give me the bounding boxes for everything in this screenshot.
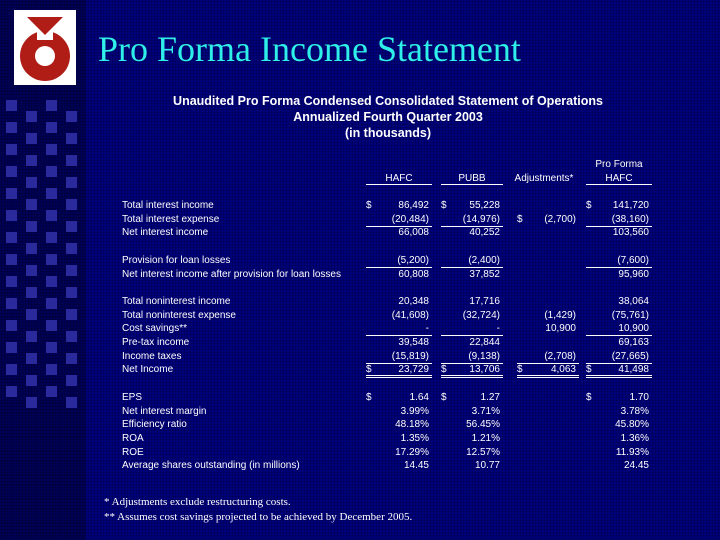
row-label: Total noninterest expense	[122, 309, 236, 321]
table-cell	[441, 447, 503, 459]
table-cell	[441, 364, 503, 378]
table-cell	[366, 323, 432, 336]
table-cell	[517, 447, 579, 459]
table-cell	[517, 351, 579, 364]
cell-value: 10,900	[545, 323, 576, 335]
column-header-hafc: HAFC	[366, 173, 432, 185]
cell-value: 66,008	[398, 227, 429, 239]
table-cell	[586, 323, 652, 336]
cell-value: 17.29%	[395, 446, 429, 458]
table-cell	[366, 241, 432, 253]
table-cell	[517, 392, 579, 404]
logo-graphic	[14, 10, 76, 85]
cell-value: (15,819)	[391, 350, 429, 362]
cell-value: 103,560	[612, 227, 649, 239]
cell-value: 86,492	[398, 200, 429, 211]
cell-value: 1.70	[629, 391, 649, 403]
cell-value: (2,400)	[468, 254, 500, 266]
table-row	[0, 392, 720, 405]
table-cell	[586, 406, 652, 418]
table-cell	[441, 419, 503, 431]
row-label: Pre-tax income	[122, 337, 190, 348]
table-cell	[586, 310, 652, 322]
currency-sign: $	[441, 364, 447, 376]
table-cell	[366, 351, 432, 364]
table-cell	[441, 255, 503, 268]
cell-value: (1,429)	[544, 309, 576, 321]
cell-value: (75,761)	[611, 309, 649, 321]
cell-value: 14.45	[403, 460, 429, 472]
table-row	[0, 406, 720, 419]
cell-value: 38,064	[618, 295, 649, 307]
table-cell	[517, 227, 579, 239]
table-cell	[517, 200, 579, 212]
subtitle-line-3: (in thousands)	[344, 126, 432, 140]
table-cell	[517, 337, 579, 349]
cell-value: 95,960	[618, 268, 649, 280]
table-cell	[366, 378, 432, 390]
table-cell	[517, 378, 579, 390]
footnote-cost-savings: ** Assumes cost savings projected to be achieved by December 2005.	[104, 511, 413, 523]
table-cell	[517, 433, 579, 445]
table-row	[0, 227, 720, 240]
table-cell	[586, 460, 652, 472]
subtitle-line-1: Unaudited Pro Forma Condensed Consolidated Statement of Operations	[173, 94, 603, 108]
cell-value: 39,548	[398, 337, 429, 348]
cell-value: 55,228	[469, 200, 500, 211]
table-cell	[366, 269, 432, 281]
table-cell	[586, 392, 652, 404]
cell-value: 12.57%	[466, 446, 500, 458]
cell-value: 1.64	[409, 391, 429, 403]
strip-square	[46, 122, 57, 133]
cell-value: (32,724)	[462, 309, 500, 321]
row-label: Average shares outstanding (in millions)	[122, 460, 300, 472]
table-cell	[366, 364, 432, 378]
row-label: Income taxes	[122, 350, 182, 362]
page-title: Pro Forma Income Statement	[98, 29, 521, 69]
cell-value: (7,600)	[617, 254, 649, 266]
column-header-proforma-hafc: HAFC	[586, 173, 652, 185]
cell-value: -	[496, 323, 500, 335]
table-cell	[366, 296, 432, 308]
table-cell	[586, 227, 652, 239]
cell-value: 60,808	[398, 268, 429, 280]
table-cell	[366, 419, 432, 431]
cell-value: (20,484)	[391, 213, 429, 225]
table-row	[0, 282, 720, 295]
strip-square	[66, 133, 77, 144]
cell-value: (14,976)	[462, 213, 500, 225]
table-cell	[441, 406, 503, 418]
table-cell	[366, 460, 432, 472]
row-label: EPS	[122, 391, 143, 403]
table-cell	[441, 296, 503, 308]
table-cell	[517, 255, 579, 267]
table-cell	[441, 227, 503, 239]
cell-value: 41,498	[618, 364, 649, 376]
row-label: Efficiency ratio	[122, 419, 187, 431]
table-cell	[441, 378, 503, 390]
table-cell	[366, 200, 432, 212]
strip-square	[46, 188, 57, 199]
strip-square	[46, 144, 57, 155]
strip-square	[6, 144, 17, 155]
subtitle-line-2: Annualized Fourth Quarter 2003	[293, 110, 483, 124]
cell-value: (2,700)	[544, 213, 576, 225]
table-cell	[366, 392, 432, 404]
table-row	[0, 323, 720, 336]
table-row	[0, 255, 720, 268]
cell-value: 10,900	[618, 323, 649, 335]
cell-value: (38,160)	[611, 213, 649, 225]
currency-sign: $	[586, 391, 592, 403]
cell-value: 20,348	[398, 295, 429, 307]
cell-value: 24.45	[623, 460, 649, 472]
table-row	[0, 269, 720, 282]
table-cell	[441, 351, 503, 364]
cell-value: 17,716	[469, 295, 500, 307]
footnote-adjustments: * Adjustments exclude restructuring costs.	[104, 496, 291, 508]
table-cell	[586, 447, 652, 459]
cell-value: (2,708)	[544, 350, 576, 362]
strip-square	[6, 100, 17, 111]
row-label: Net interest income	[122, 227, 209, 239]
strip-square	[6, 166, 17, 177]
table-cell	[366, 282, 432, 294]
cell-value: 45.80%	[615, 419, 649, 431]
row-label: Total interest expense	[122, 213, 220, 225]
cell-value: 3.99%	[400, 405, 429, 417]
strip-square	[46, 166, 57, 177]
table-cell	[441, 433, 503, 445]
strip-square	[6, 188, 17, 199]
row-label: Cost savings**	[122, 323, 188, 335]
cell-value: 1.35%	[400, 432, 429, 444]
table-cell	[586, 364, 652, 378]
table-row	[0, 433, 720, 446]
table-row	[0, 447, 720, 460]
strip-square	[26, 111, 37, 122]
table-row	[0, 419, 720, 432]
table-cell	[441, 392, 503, 404]
table-cell	[586, 255, 652, 268]
table-cell	[366, 337, 432, 349]
table-cell	[517, 364, 579, 378]
row-label: ROA	[122, 432, 144, 444]
table-cell	[517, 460, 579, 472]
table-cell	[586, 433, 652, 445]
table-cell	[586, 351, 652, 364]
currency-sign: $	[366, 200, 372, 211]
table-row	[0, 200, 720, 213]
cell-value: (27,665)	[611, 350, 649, 362]
cell-value: 48.18%	[395, 419, 429, 431]
cell-value: 3.71%	[471, 405, 500, 417]
strip-square	[66, 111, 77, 122]
table-cell	[441, 214, 503, 227]
cell-value: (5,200)	[397, 254, 429, 266]
cell-value: 141,720	[612, 200, 649, 211]
strip-square	[26, 133, 37, 144]
currency-sign: $	[366, 391, 372, 403]
column-header-pubb: PUBB	[441, 173, 503, 185]
table-cell	[441, 337, 503, 349]
strip-square	[46, 100, 57, 111]
table-cell	[586, 241, 652, 253]
table-cell	[366, 406, 432, 418]
table-cell	[517, 241, 579, 253]
cell-value: 1.21%	[471, 432, 500, 444]
table-cell	[586, 419, 652, 431]
row-label: Provision for loan losses	[122, 254, 231, 266]
table-cell	[586, 269, 652, 281]
table-cell	[517, 323, 579, 335]
cell-value: 1.27	[480, 391, 500, 403]
column-header-adjustments: Adjustments*	[514, 173, 574, 184]
table-cell	[366, 310, 432, 322]
cell-value: 23,729	[398, 364, 429, 376]
cell-value: 13,706	[469, 364, 500, 376]
table-cell	[441, 282, 503, 294]
table-cell	[517, 406, 579, 418]
currency-sign: $	[441, 200, 447, 211]
table-cell	[366, 227, 432, 239]
strip-square	[26, 155, 37, 166]
cell-value: 4,063	[550, 364, 576, 376]
row-label: ROE	[122, 446, 144, 458]
currency-sign: $	[441, 391, 447, 403]
table-row	[0, 310, 720, 323]
cell-value: 69,163	[618, 337, 649, 348]
currency-sign: $	[586, 200, 592, 211]
table-cell	[366, 255, 432, 268]
table-row	[0, 351, 720, 364]
cell-value: 11.93%	[615, 446, 649, 458]
cell-value: -	[425, 323, 429, 335]
table-cell	[586, 214, 652, 227]
table-cell	[517, 269, 579, 281]
strip-square	[6, 122, 17, 133]
cell-value: 1.36%	[620, 432, 649, 444]
table-cell	[517, 310, 579, 322]
table-cell	[586, 282, 652, 294]
cell-value: 37,852	[469, 268, 500, 280]
currency-sign: $	[517, 213, 523, 225]
cell-value: 40,252	[469, 227, 500, 239]
currency-sign: $	[586, 364, 592, 376]
row-label: Total interest income	[122, 200, 214, 211]
cell-value: 3.78%	[620, 405, 649, 417]
currency-sign: $	[517, 364, 523, 376]
table-cell	[517, 282, 579, 294]
strip-square	[26, 177, 37, 188]
table-row	[0, 460, 720, 473]
table-row	[0, 296, 720, 309]
table-cell	[586, 378, 652, 390]
cell-value: 56.45%	[466, 419, 500, 431]
table-cell	[366, 214, 432, 227]
row-label: Net interest income after provision for loan losses	[122, 268, 341, 280]
table-row	[0, 241, 720, 254]
row-label: Total noninterest income	[122, 295, 231, 307]
table-cell	[517, 214, 579, 226]
table-row	[0, 378, 720, 391]
column-header-top-proforma: Pro Forma	[595, 159, 643, 170]
cell-value: (41,608)	[391, 309, 429, 321]
table-cell	[441, 323, 503, 336]
cell-value: 10.77	[474, 460, 500, 472]
table-cell	[441, 269, 503, 281]
table-cell	[441, 241, 503, 253]
cell-value: (9,138)	[468, 350, 500, 362]
table-cell	[441, 310, 503, 322]
table-cell	[441, 460, 503, 472]
hafc-logo-icon	[14, 10, 76, 85]
table-row	[0, 214, 720, 227]
table-cell	[441, 200, 503, 212]
table-cell	[517, 419, 579, 431]
table-cell	[517, 296, 579, 308]
table-row	[0, 364, 720, 377]
table-cell	[586, 337, 652, 349]
currency-sign: $	[366, 364, 372, 376]
row-label: Net interest margin	[122, 405, 207, 417]
table-cell	[586, 296, 652, 308]
table-cell	[366, 433, 432, 445]
table-row	[0, 337, 720, 350]
table-cell	[586, 200, 652, 212]
cell-value: 22,844	[469, 337, 500, 348]
row-label: Net Income	[122, 364, 174, 376]
strip-square	[66, 155, 77, 166]
strip-square	[66, 177, 77, 188]
table-cell	[366, 447, 432, 459]
